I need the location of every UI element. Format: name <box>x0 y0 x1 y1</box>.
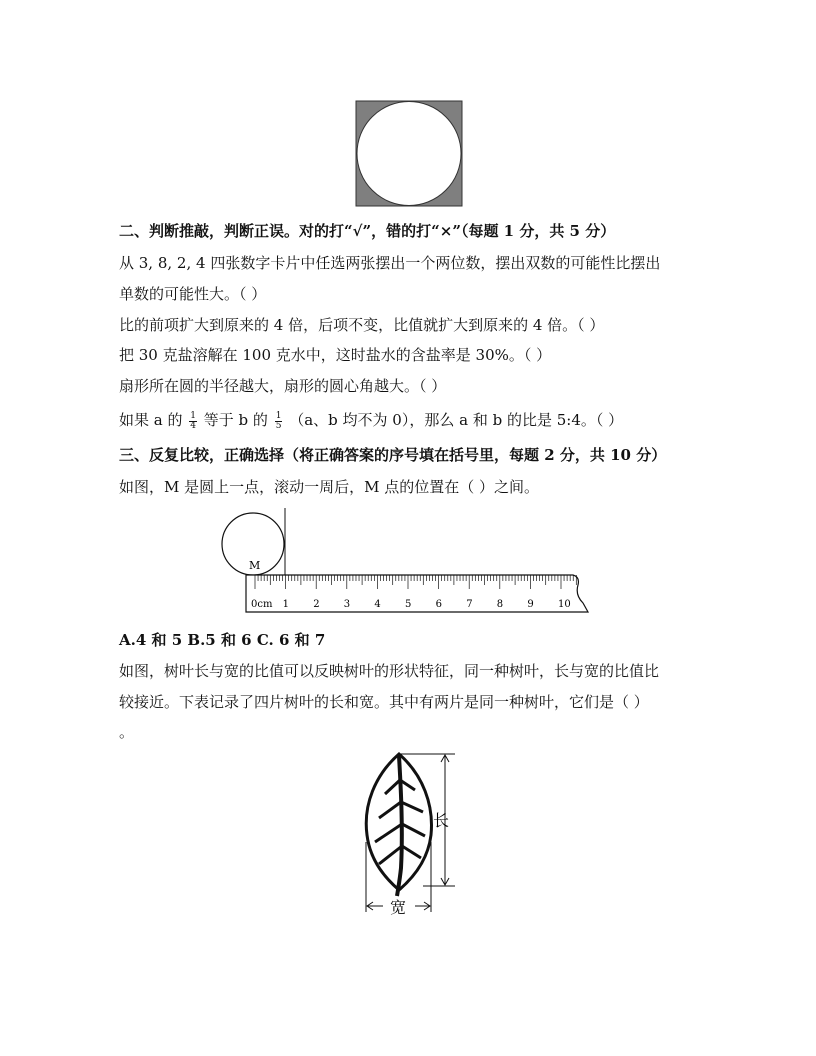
fraction-denominator: 5 <box>275 420 282 431</box>
inscribed-circle <box>357 102 461 206</box>
point-m-label: M <box>249 559 261 572</box>
ruler-number-label: 8 <box>496 599 504 610</box>
fraction-one-quarter <box>189 412 197 431</box>
s2-q1-line1: 从 3, 8, 2, 4 四张数字卡片中任选两张摆出一个两位数，摆出双数的可能性比摆出 <box>119 254 661 272</box>
ruler-number-label: 3 <box>343 599 351 610</box>
ruler-figure <box>218 505 598 617</box>
section3-title: 三、反复比较，正确选择（将正确答案的序号填在括号里，每题 2 分，共 10 分） <box>119 446 667 464</box>
s3-q2-line3: 。 <box>119 723 135 741</box>
fraction-denominator: 4 <box>190 420 196 431</box>
s3-q2-line1: 如图，树叶长与宽的比值可以反映树叶的形状特征，同一种树叶，长与宽的比值比 <box>119 662 660 680</box>
s2-q5-part-b: 等于 b 的 <box>203 411 268 429</box>
ruler-number-label: 10 <box>558 599 571 610</box>
ruler-number-label: 6 <box>435 599 442 610</box>
ruler-number-label: 9 <box>527 599 534 610</box>
ruler-number-label: 1 <box>282 599 289 610</box>
s2-q3: 把 30 克盐溶解在 100 克水中，这时盐水的含盐率是 30%。（ ） <box>119 346 552 364</box>
fraction-numerator: 1 <box>190 410 196 421</box>
s3-q1: 如图，M 是圆上一点，滚动一周后，M 点的位置在（ ）之间。 <box>119 478 540 496</box>
ruler-number-label: 7 <box>466 599 473 610</box>
width-label: 宽 <box>390 898 407 917</box>
s2-q5-part-c: （a、b 均不为 0），那么 a 和 b 的比是 5:4。（ ） <box>289 411 624 429</box>
length-label: 长 <box>433 811 450 830</box>
fraction-numerator: 1 <box>275 410 282 421</box>
square-circle-figure <box>355 100 465 208</box>
section2-title: 二、判断推敲，判断正误。对的打“√”，错的打“×”（每题 1 分，共 5 分） <box>119 222 616 240</box>
s2-q5-part-a: 如果 a 的 <box>119 411 183 429</box>
ruler-unit-label: 0cm <box>251 599 273 610</box>
s3-q1-options: A.4 和 5 B.5 和 6 C. 6 和 7 <box>119 631 326 649</box>
ruler-number-label: 4 <box>374 599 381 610</box>
s2-q5 <box>119 410 623 431</box>
s2-q4: 扇形所在圆的半径越大，扇形的圆心角越大。（ ） <box>119 377 447 395</box>
leaf-figure <box>355 750 465 920</box>
fraction-one-fifth <box>275 412 283 431</box>
s2-q2: 比的前项扩大到原来的 4 倍，后项不变，比值就扩大到原来的 4 倍。（ ） <box>119 316 605 334</box>
s2-q1-line2: 单数的可能性大。（ ） <box>119 285 267 303</box>
s3-q2-line2: 较接近。下表记录了四片树叶的长和宽。其中有两片是同一种树叶，它们是（ ） <box>119 693 649 711</box>
ruler-number-label: 5 <box>405 599 412 610</box>
ruler-number-label: 2 <box>313 599 320 610</box>
